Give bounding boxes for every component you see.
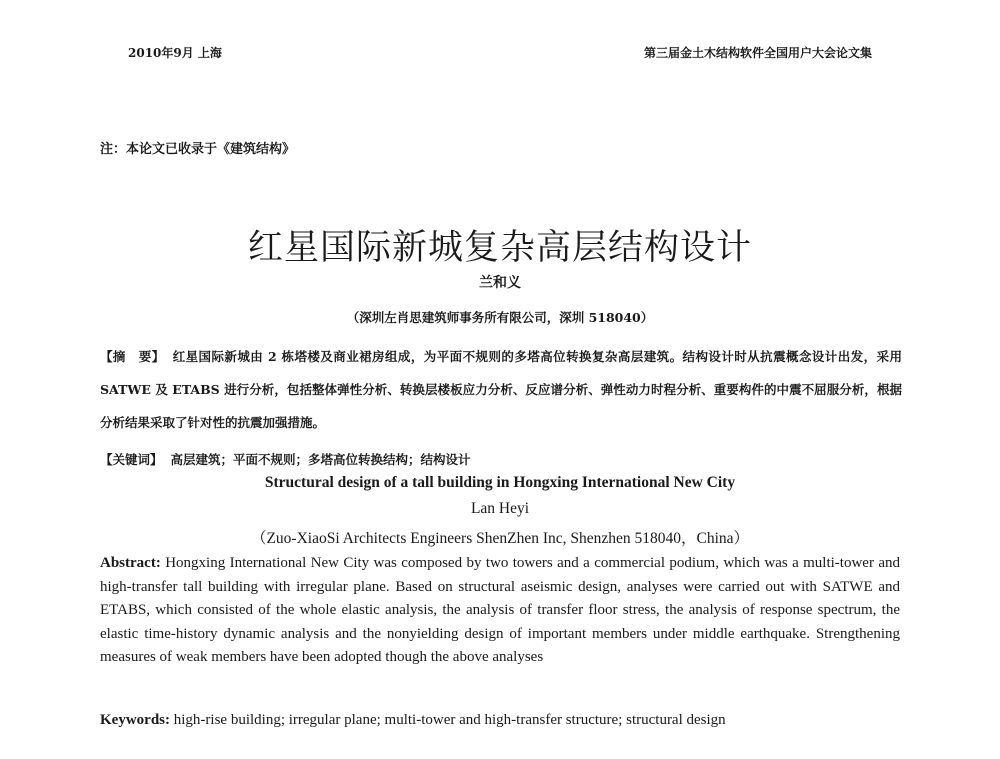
affiliation-cn: （深圳左肖思建筑师事务所有限公司，深圳 518040） [346,310,654,325]
paper-title-cn: 红星国际新城复杂高层结构设计 [247,228,752,268]
keywords-en-text: high-rise building; irregular plane; multi-tower and high-transfer structure; structural design [170,712,726,728]
abstract-en-text: Hongxing International New City was composed by two towers and a commercial podium, which was a multi-tower and high-transfer tall building with irregular plane. Based on structural aseismic design, analyses were carried out with SATWE and ETABS, which consisted of the whole elastic analysis, the analysis of transfer floor stress, the analysis of response spectrum, the elastic time-history dynamic analysis and the nonyielding design of important members under middle earthquake. Strengthening measures of weak members have been adopted though the above analyses [100,555,900,666]
abstract-cn-label: 【摘 要】 [100,349,165,364]
abstract-cn-text: 红星国际新城由 2 栋塔楼及商业裙房组成，为平面不规则的多塔高位转换复杂高层建筑。结构设计时从抗震概念设计出发，采用 SATWE 及 ETABS 进行分析，包括整体弹性分析、转换层楼板应力分析、反应谱分析、弹性动力时程分析、重要构件的中震不屈服分析，根据分析结果采取了针对性的抗震加强措施。 [100,349,902,430]
keywords-cn-label: 【关键词】 [100,452,163,467]
author-cn: 兰和义 [479,275,521,291]
abstract-en [100,552,900,670]
abstract-cn [100,340,902,439]
publication-note: 注：本论文已收录于《建筑结构》 [100,142,296,157]
keywords-cn-text: 高层建筑；平面不规则；多塔高位转换结构；结构设计 [170,452,471,467]
abstract-en-label: Abstract: [100,555,161,571]
header-proceedings-title: 第三届金土木结构软件全国用户大会论文集 [643,46,872,60]
keywords-cn [100,450,471,468]
affiliation-en: （Zuo-XiaoSi Architects Engineers ShenZhen Inc, Shenzhen 518040，China） [250,530,750,547]
author-en: Lan Heyi [470,500,530,517]
keywords-en [100,712,900,729]
paper-title-en: Structural design of a tall building in Hongxing International New City [264,474,736,491]
header-date-location: 2010年9月 上海 [128,46,222,60]
keywords-en-label: Keywords: [100,712,170,728]
